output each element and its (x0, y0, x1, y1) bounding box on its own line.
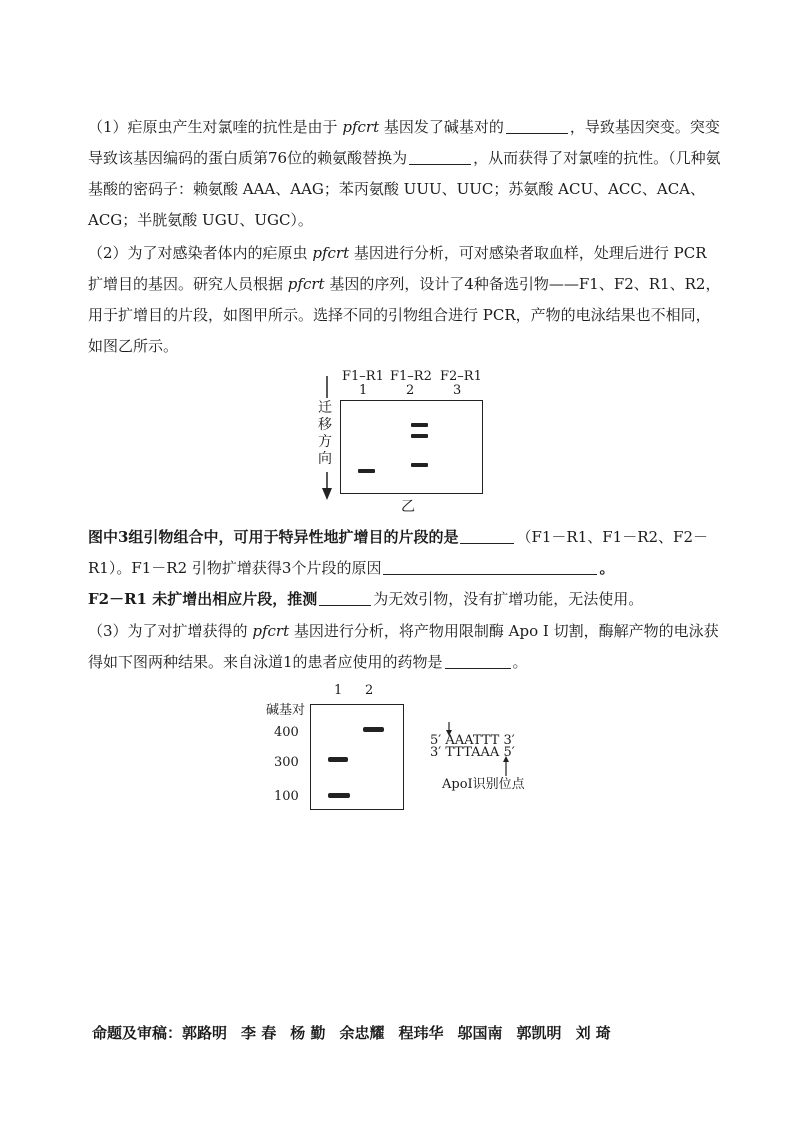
credit-name: 郭路明 (182, 1024, 228, 1042)
credit-name: 邬国南 (457, 1024, 503, 1042)
q2-follow-text-1: 图中3组引物组合中，可用于特异性地扩增目的片段的是 (88, 528, 459, 546)
question-3 (88, 616, 724, 678)
gel-band (363, 727, 384, 732)
gene-name: pfcrt (312, 244, 350, 262)
q3-text-1: 为了对扩增获得的 (127, 622, 248, 640)
lane-number: 3 (453, 383, 462, 398)
recognition-site-figure (430, 720, 570, 800)
credit-name: 余忠耀 (339, 1024, 385, 1042)
q3-text-2: 基因进行分析，将产物用限制酶 Apo Ⅰ 切割，酶解产物的电泳获得如下图两种结果。来自泳道1的患者应使用的药物是 (88, 622, 719, 671)
tick-label: 300 (274, 755, 299, 770)
figure-yi (310, 368, 510, 518)
q1-number: （1） (88, 118, 128, 136)
primer-label: F1–R2 (390, 369, 432, 384)
sequence-bottom: 3′ TTTAAA 5′ (430, 745, 515, 760)
gel-band (358, 469, 375, 473)
credits-line (92, 1022, 611, 1043)
primer-label: F1–R1 (342, 369, 384, 384)
question-1 (88, 112, 724, 236)
figure-digest-gel (266, 680, 406, 820)
q1-text-4: ，从而获得了对氯喹的抗性。（几种氨基酸的密码子：赖氨酸 AAA、AAG；苯丙氨酸 UUU、UUC；苏氨酸 ACU、ACC、ACA、ACG；半胱氨酸 UGU、UGC）。 (88, 149, 721, 229)
q1-text-1: 疟原虫产生对氯喹的抗性是由于 (127, 118, 338, 136)
gel-band (328, 757, 348, 762)
q2-follow-text-3: 。 (599, 559, 615, 577)
axis-title: 碱基对 (266, 703, 306, 718)
primer-label: F2–R1 (440, 369, 482, 384)
credits-label: 命题及审稿： (92, 1024, 183, 1042)
q1-text-3: ，导致基因突变。突变导致该基因编码的蛋白质第76位的赖氨酸替换为 (88, 118, 720, 167)
gel-band (411, 423, 428, 427)
gene-name: pfcrt (287, 275, 325, 293)
lane-number: 2 (406, 383, 415, 398)
q2-text-2: 基因进行分析，可对感染者取血样，处理后进行 PCR 扩增目的基因。研究人员根据 (88, 244, 707, 293)
lane-number: 1 (334, 683, 343, 698)
q1-text-2: 基因发了碱基对的 (383, 118, 504, 136)
answer-blank[interactable] (460, 525, 514, 544)
credit-name: 李 春 (241, 1024, 277, 1042)
q3-text-3: 。 (512, 653, 528, 671)
credit-name: 杨 勤 (290, 1024, 326, 1042)
gene-name: pfcrt (252, 622, 290, 640)
answer-blank[interactable] (506, 115, 568, 134)
answer-blank[interactable] (319, 587, 371, 606)
question-2 (88, 238, 724, 362)
q2-follow-text-2: （F1－R1、F1－R2、F2－R1）。F1－R2 引物扩增获得3个片段的原因 (88, 528, 708, 577)
gel-box (340, 400, 483, 494)
credit-name: 程玮华 (398, 1024, 444, 1042)
tick-label: 100 (274, 789, 299, 804)
q2-number: （2） (88, 244, 128, 262)
credit-name: 刘 琦 (575, 1024, 611, 1042)
sequence-top: 5′ AAATTT 3′ (430, 733, 515, 748)
question-2-followup (88, 522, 724, 615)
lane-number: 1 (359, 383, 368, 398)
q2-text-1: 为了对感染者体内的疟原虫 (127, 244, 308, 262)
gel-box (310, 704, 404, 810)
lane-number: 2 (365, 683, 374, 698)
figure-caption: 乙 (401, 499, 415, 515)
tick-label: 400 (274, 725, 299, 740)
q2-follow-text-5: 为无效引物，没有扩增功能，无法使用。 (373, 590, 644, 608)
credit-name: 郭凯明 (516, 1024, 562, 1042)
q2-follow-text-4: F2－R1 未扩增出相应片段，推测 (88, 590, 318, 608)
gene-name: pfcrt (342, 118, 380, 136)
answer-blank[interactable] (383, 556, 597, 575)
direction-label: 迁 移 方 向 (318, 400, 332, 467)
answer-blank[interactable] (445, 650, 511, 669)
gel-band (411, 463, 428, 467)
site-label: ApoⅠ识别位点 (442, 777, 525, 792)
q3-number: （3） (88, 622, 128, 640)
arrow-head (322, 488, 332, 500)
answer-blank[interactable] (409, 146, 471, 165)
gel-band (328, 793, 350, 798)
gel-band (411, 434, 428, 438)
q2-text-3: 基因的序列，设计了4种备选引物——F1、F2、R1、R2，用于扩增目的片段，如图甲所示。选择不同的引物组合进行 PCR，产物的电泳结果也不相同，如图乙所示。 (88, 275, 721, 355)
